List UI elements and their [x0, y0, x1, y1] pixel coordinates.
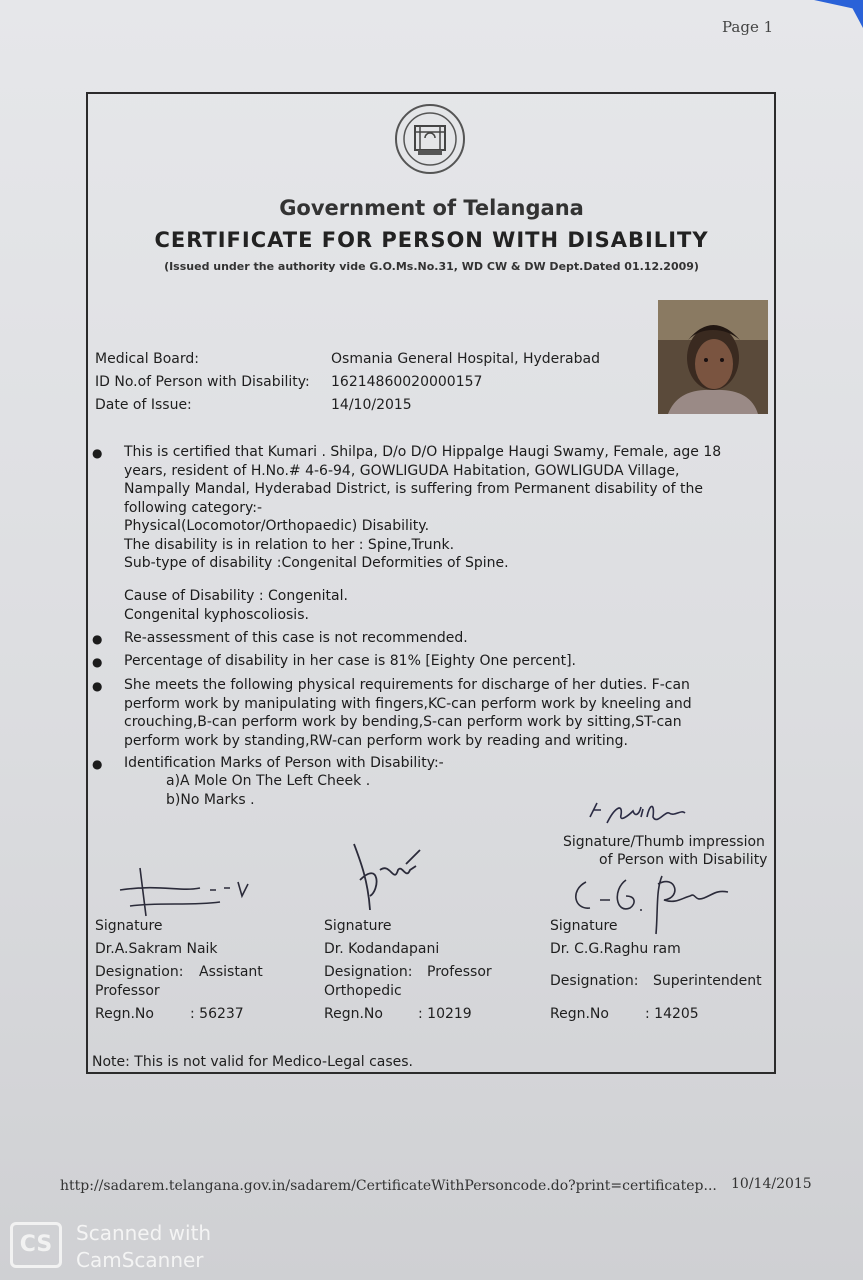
regn-value: : 56237: [190, 1006, 244, 1022]
signature-label: Signature: [550, 918, 618, 934]
designation-value: Professor: [427, 964, 492, 980]
signature-label: Signature: [95, 918, 163, 934]
watermark-line: CamScanner: [76, 1248, 204, 1272]
id-label: ID No.of Person with Disability:: [95, 374, 310, 390]
doctor-handwritten-signature: [340, 840, 440, 920]
cause-line: Congenital kyphoscoliosis.: [124, 606, 309, 623]
reassessment-text: Re-assessment of this case is not recommended.: [124, 630, 468, 646]
camscanner-logo: CS: [10, 1222, 62, 1268]
paragraph-line: Nampally Mandal, Hyderabad District, is suffering from Permanent disability of the: [124, 481, 703, 497]
designation-label: Designation:: [95, 964, 184, 980]
regn-value: : 10219: [418, 1006, 472, 1022]
paragraph-line: Sub-type of disability :Congenital Deformities of Spine.: [124, 555, 509, 571]
bullet-icon: ●: [92, 655, 103, 669]
legal-note: Note: This is not valid for Medico-Legal cases.: [92, 1054, 414, 1070]
cause-paragraph: [124, 587, 764, 624]
signatory-name: Dr. Kodandapani: [324, 941, 440, 957]
identification-mark: b)No Marks .: [166, 792, 255, 808]
paragraph-line: This is certified that Kumari . Shilpa, D/o D/O Hippalge Haugi Swamy, Female, age 18: [124, 444, 722, 460]
designation-value: Superintendent: [653, 973, 762, 989]
requirements-line: perform work by standing,RW-can perform work by reading and writing.: [124, 732, 629, 749]
regn-label: Regn.No: [324, 1006, 383, 1022]
signature-label: Signature: [324, 918, 392, 934]
requirements-paragraph: [124, 676, 764, 750]
person-signature-caption: Signature/Thumb impression: [563, 834, 765, 850]
designation-value: Assistant: [199, 964, 263, 980]
camscanner-watermark: [76, 1220, 211, 1274]
doctor-handwritten-signature: [100, 862, 260, 922]
designation-value-line2: Professor: [95, 983, 160, 999]
page-number: Page 1: [722, 18, 774, 36]
paragraph-line: Physical(Locomotor/Orthopaedic) Disability.: [124, 518, 430, 534]
footer-url: http://sadarem.telangana.gov.in/sadarem/CertificateWithPersoncode.do?print=certificatep...: [60, 1178, 717, 1194]
regn-label: Regn.No: [95, 1006, 154, 1022]
bullet-icon: ●: [92, 446, 103, 460]
signatory-name: Dr.A.Sakram Naik: [95, 941, 218, 957]
designation-value-line2: Orthopedic: [324, 983, 402, 999]
telangana-emblem-icon: [393, 102, 467, 176]
identification-heading: Identification Marks of Person with Disability:-: [124, 755, 444, 771]
paragraph-line: following category:-: [124, 499, 263, 516]
footer-date: 10/14/2015: [731, 1176, 812, 1192]
designation-label: Designation:: [324, 964, 413, 980]
paragraph-line: The disability is in relation to her : Spine,Trunk.: [124, 536, 455, 553]
certificate-title: CERTIFICATE FOR PERSON WITH DISABILITY: [154, 228, 709, 252]
medical-board-value: Osmania General Hospital, Hyderabad: [331, 351, 600, 367]
cause-line: Cause of Disability : Congenital.: [124, 588, 348, 604]
watermark-line: Scanned with: [76, 1221, 212, 1245]
medical-board-label: Medical Board:: [95, 351, 199, 367]
page-corner-fold: [793, 0, 863, 28]
bullet-icon: ●: [92, 757, 103, 771]
person-photo: [658, 300, 768, 414]
signatory-name: Dr. C.G.Raghu ram: [550, 941, 681, 957]
requirements-line: crouching,B-can perform work by bending,S-can perform work by sitting,ST-can: [124, 714, 682, 730]
id-value: 16214860020000157: [331, 374, 483, 390]
person-handwritten-signature: [585, 795, 705, 831]
bullet-icon: ●: [92, 679, 103, 693]
regn-label: Regn.No: [550, 1006, 609, 1022]
bullet-icon: ●: [92, 632, 103, 646]
requirements-line: perform work by manipulating with fingers,KC-can perform work by kneeling and: [124, 695, 692, 712]
government-title: Government of Telangana: [279, 196, 584, 220]
certification-paragraph: [124, 443, 764, 573]
paragraph-line: years, resident of H.No.# 4-6-94, GOWLIGUDA Habitation, GOWLIGUDA Village,: [124, 462, 680, 479]
date-issue-label: Date of Issue:: [95, 397, 192, 413]
regn-value: : 14205: [645, 1006, 699, 1022]
designation-label: Designation:: [550, 973, 639, 989]
issued-authority: (Issued under the authority vide G.O.Ms.No.31, WD CW & DW Dept.Dated 01.12.2009): [164, 260, 699, 273]
date-issue-value: 14/10/2015: [331, 397, 412, 413]
person-signature-caption: of Person with Disability: [599, 852, 768, 868]
requirements-line: She meets the following physical requirements for discharge of her duties. F-can: [124, 677, 690, 693]
percentage-text: Percentage of disability in her case is 81% [Eighty One percent].: [124, 653, 576, 669]
identification-mark: a)A Mole On The Left Cheek .: [166, 773, 371, 789]
